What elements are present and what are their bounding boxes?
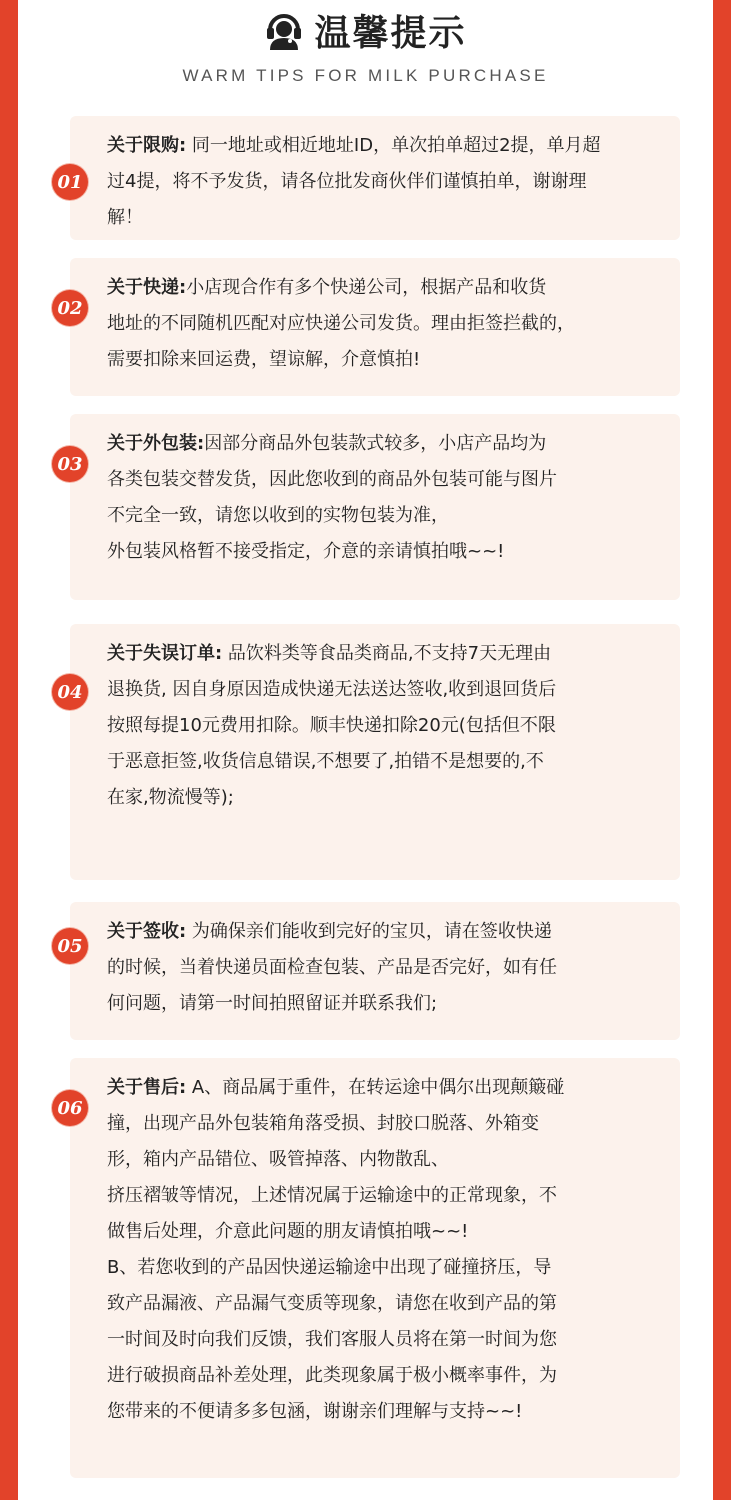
tip-text: 关于售后: A、商品属于重件，在转运途中偶尔出现颠簸碰 撞，出现产品外包装箱角落受损、封胶口脱落、外箱变 形，箱内产品错位、吸管掉落、内物散乱、 挤压褶皱等情况，上述情况属于运输途中的正常现象，不 做售后处理，介意此问题的朋友请慎拍哦~~! B、若您收到的产品因快递运输途中出现了碰撞挤压，导 致产品漏液、产品漏气变质等现象，请您在收到产品的第 一时间及时向我们反馈，我们客服人员将在第一时间为您 进行破损商品补差处理，此类现象属于极小概率事件，为 您带来的不便请多多包涵，谢谢亲们理解与支持~~!	[107, 1077, 565, 1422]
tip-text: 关于限购: 同一地址或相近地址ID，单次拍单超过2提，单月超 过4提，将不予发货，请各位批发商伙伴们谨慎拍单，谢谢理 解！	[107, 135, 601, 228]
tip-text: 关于签收: 为确保亲们能收到完好的宝贝，请在签收快递 的时候，当着快递员面检查包装、产品是否完好，如有任 何问题，请第一时间拍照留证并联系我们;	[107, 921, 557, 1014]
tip-label: 关于外包装:	[107, 433, 205, 454]
page-title: 温馨提示	[314, 11, 467, 54]
tip-label: 关于快递:	[107, 277, 187, 298]
tip-text: 关于外包装:因部分商品外包装款式较多，小店产品均为 各类包装交替发货，因此您收到的商品外包装可能与图片 不完全一致，请您以收到的实物包装为准， 外包装风格暂不接受指定，介意的亲请慎拍哦~~!	[107, 433, 557, 562]
tip-number-badge: 03	[52, 446, 88, 482]
customer-service-icon	[264, 10, 304, 50]
tip-card-6	[70, 1058, 680, 1478]
tip-number-badge: 01	[52, 164, 88, 200]
title-row	[18, 8, 713, 52]
tip-number-badge: 04	[52, 674, 88, 710]
tip-card-2	[70, 258, 680, 396]
header	[18, 0, 713, 100]
tip-text: 关于快递:小店现合作有多个快递公司，根据产品和收货 地址的不同随机匹配对应快递公司发货。理由拒签拦截的， 需要扣除来回运费，望谅解，介意慎拍!	[107, 277, 575, 370]
tip-label: 关于失误订单:	[107, 643, 223, 664]
tip-number-badge: 06	[52, 1090, 88, 1126]
page-subtitle: WARM TIPS FOR MILK PURCHASE	[182, 66, 549, 85]
tip-card-5	[70, 902, 680, 1040]
tips-page	[18, 0, 713, 1500]
tip-label: 关于签收:	[107, 921, 187, 942]
tip-number-badge: 02	[52, 290, 88, 326]
tip-number-badge: 05	[52, 928, 88, 964]
tip-label: 关于售后:	[107, 1077, 187, 1098]
tip-text: 关于失误订单: 品饮料类等食品类商品,不支持7天无理由 退换货, 因自身原因造成快递无法送达签收,收到退回货后 按照每提10元费用扣除。顺丰快递扣除20元(包括但不限 于恶意拒签,收货信息错误,不想要了,拍错不是想要的,不 在家,物流慢等);	[107, 643, 557, 808]
tip-card-1	[70, 116, 680, 240]
tip-card-3	[70, 414, 680, 600]
tip-label: 关于限购:	[107, 135, 187, 156]
tip-card-4	[70, 624, 680, 880]
